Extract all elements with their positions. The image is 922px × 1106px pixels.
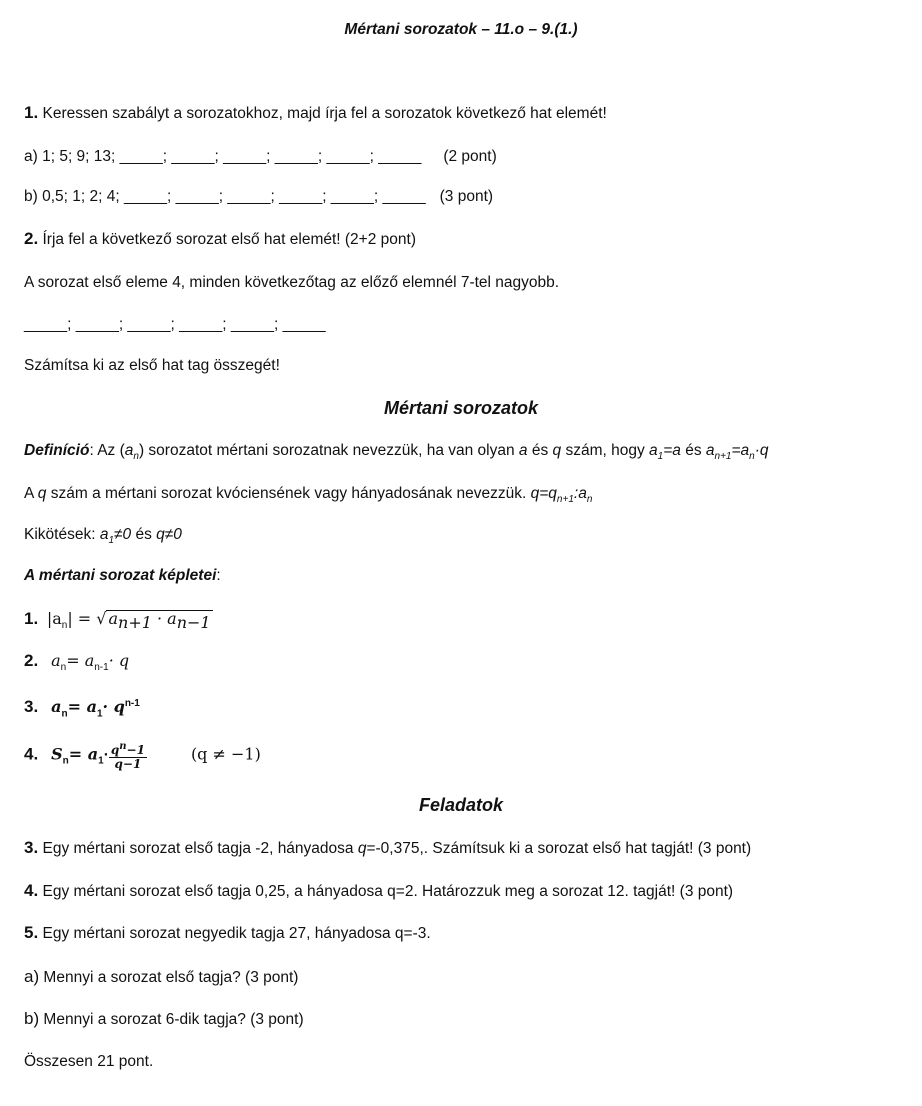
text-fragment: a [518,442,528,459]
text-fragment: n [61,708,68,720]
page-title: Mértani sorozatok – 11.o – 9.(1.) [344,21,578,38]
text-fragment: Keressen szabályt a sorozatokhoz, majd írja fel a sorozatok következő hat elemét! [38,105,607,122]
text-fragment: n [61,620,68,632]
text-fragment: =-0,375,. Számítsuk ki a sorozat első hat tagját! (3 pont) [366,840,752,857]
text-fragment: q [357,840,367,857]
text-fragment: (3 pont) [439,188,494,205]
text-fragment: |a [46,609,62,628]
exercise-1 [24,103,607,124]
text-fragment: · [103,746,109,764]
text-fragment: n [62,755,69,767]
text-fragment: n-1 [94,662,109,674]
text-fragment: 4. [24,881,39,900]
text-fragment: a [51,651,61,670]
text-fragment: 1 [96,708,103,720]
text-fragment: 2. [24,229,39,248]
formula-3 [24,694,140,724]
text-fragment: S [51,744,63,764]
formula-4 [24,740,261,772]
text-fragment: a [99,526,109,543]
text-fragment: q [37,485,47,502]
text-fragment: · q [108,651,130,670]
conditions [24,525,182,551]
text-fragment: szám, hogy [561,442,650,459]
task-5b [24,1009,304,1030]
text-fragment: Kikötések: [24,526,100,543]
text-fragment: = a [68,744,99,764]
text-fragment: : [216,567,221,584]
text-fragment: | = √ [67,609,107,628]
text-fragment: n+1 [118,613,152,633]
text-fragment: q [110,743,120,757]
exercise-2-description: A sorozat első eleme 4, minden következőtag az előző elemnél 7-tel nagyobb. [24,274,560,291]
text-fragment: n+1 [556,494,574,506]
text-fragment: szám a mértani sorozat kvóciensének vagy hányadosának nevezzük. [46,485,531,502]
text-fragment: n [586,494,593,506]
text-fragment: és [527,442,553,459]
text-fragment: = a [66,651,95,670]
text-fragment: a [705,442,715,459]
text-fragment: és [680,442,706,459]
formula-1 [24,609,213,636]
text-fragment: a [108,609,119,628]
text-fragment: A mértani sorozat képletei [24,567,217,584]
text-fragment: = a [67,697,97,717]
text-fragment: n [133,451,139,463]
text-fragment: a) [24,967,40,986]
text-fragment: : Az ( [89,442,125,459]
text-fragment: n [60,662,67,674]
text-fragment: és [131,526,157,543]
text-fragment: Egy mértani sorozat első tagja -2, hányadosa [38,840,358,857]
text-fragment: 1. [24,609,39,628]
text-fragment: 2. [24,651,39,670]
text-fragment: (2 pont) [443,148,497,165]
exercise-1a [24,147,497,167]
text-fragment: n−1 [176,613,211,633]
text-fragment: b) [24,1009,40,1028]
text-fragment: ·q [754,442,769,459]
section-heading-tasks: Feladatok [418,795,504,815]
text-fragment: Írja fel a következő sorozat első hat elemét! (2+2 pont) [38,231,416,248]
exercise-2 [24,229,416,250]
text-fragment: Egy mértani sorozat negyedik tagja 27, hányadosa q=-3. [38,925,431,942]
text-fragment: q−1 [114,757,142,771]
text-fragment: · a [151,609,177,628]
text-fragment: :a [573,485,587,502]
formulas-heading [24,566,221,586]
text-fragment: Mennyi a sorozat első tagja? (3 pont) [39,969,299,986]
text-fragment: =a [663,442,681,459]
text-fragment: q [552,442,562,459]
text-fragment: a) 1; 5; 9; 13; _____; _____; _____; _____; _____; _____ [24,148,422,165]
task-4 [24,881,733,902]
total-points: Összesen 21 pont. [24,1053,154,1070]
task-5a [24,967,298,988]
section-heading-geometric: Mértani sorozatok [383,398,539,418]
exercise-1b [24,187,493,207]
exercise-2-sum: Számítsa ki az első hat tag összegét! [24,357,280,374]
text-fragment: 3. [24,838,39,857]
text-fragment: −1 [126,743,145,757]
exercise-2-blanks: _____; _____; _____; _____; _____; _____ [24,316,326,333]
text-fragment: =a [731,442,750,459]
text-fragment: n [749,451,755,463]
text-fragment: a [51,697,62,717]
text-fragment: A [24,485,38,502]
text-fragment: · q [102,697,125,717]
task-5 [24,923,431,944]
text-fragment: 4. [24,744,39,764]
text-fragment: b) 0,5; 1; 2; 4; _____; _____; _____; _____; _____; _____ [24,188,426,205]
definition [24,441,769,467]
quotient-definition [24,484,592,510]
text-fragment: 5. [24,923,39,942]
text-fragment: 1 [657,451,664,463]
task-3 [24,838,751,859]
text-fragment: 1. [24,103,39,122]
formula-2 [24,651,129,678]
text-fragment: 1 [108,535,114,547]
text-fragment: 1 [98,755,104,767]
text-fragment: Definíció [24,442,90,459]
text-fragment: n+1 [714,451,732,463]
text-fragment: q=q [530,485,557,502]
text-fragment: a [649,442,658,459]
text-fragment: q≠0 [156,526,182,543]
text-fragment: Egy mértani sorozat első tagja 0,25, a hányadosa q=2. Határozzuk meg a sorozat 12. tagját! (3 pont) [38,883,734,900]
text-fragment: 3. [24,697,39,717]
text-fragment: a [124,442,134,459]
text-fragment: n [119,741,127,752]
text-fragment: n-1 [124,698,140,709]
text-fragment: ≠0 [114,526,132,543]
text-fragment: (q ≠ −1) [190,744,261,764]
text-fragment: ) sorozatot mértani sorozatnak nevezzük, ha van olyan [138,442,519,459]
text-fragment: Mennyi a sorozat 6-dik tagja? (3 pont) [39,1011,304,1028]
